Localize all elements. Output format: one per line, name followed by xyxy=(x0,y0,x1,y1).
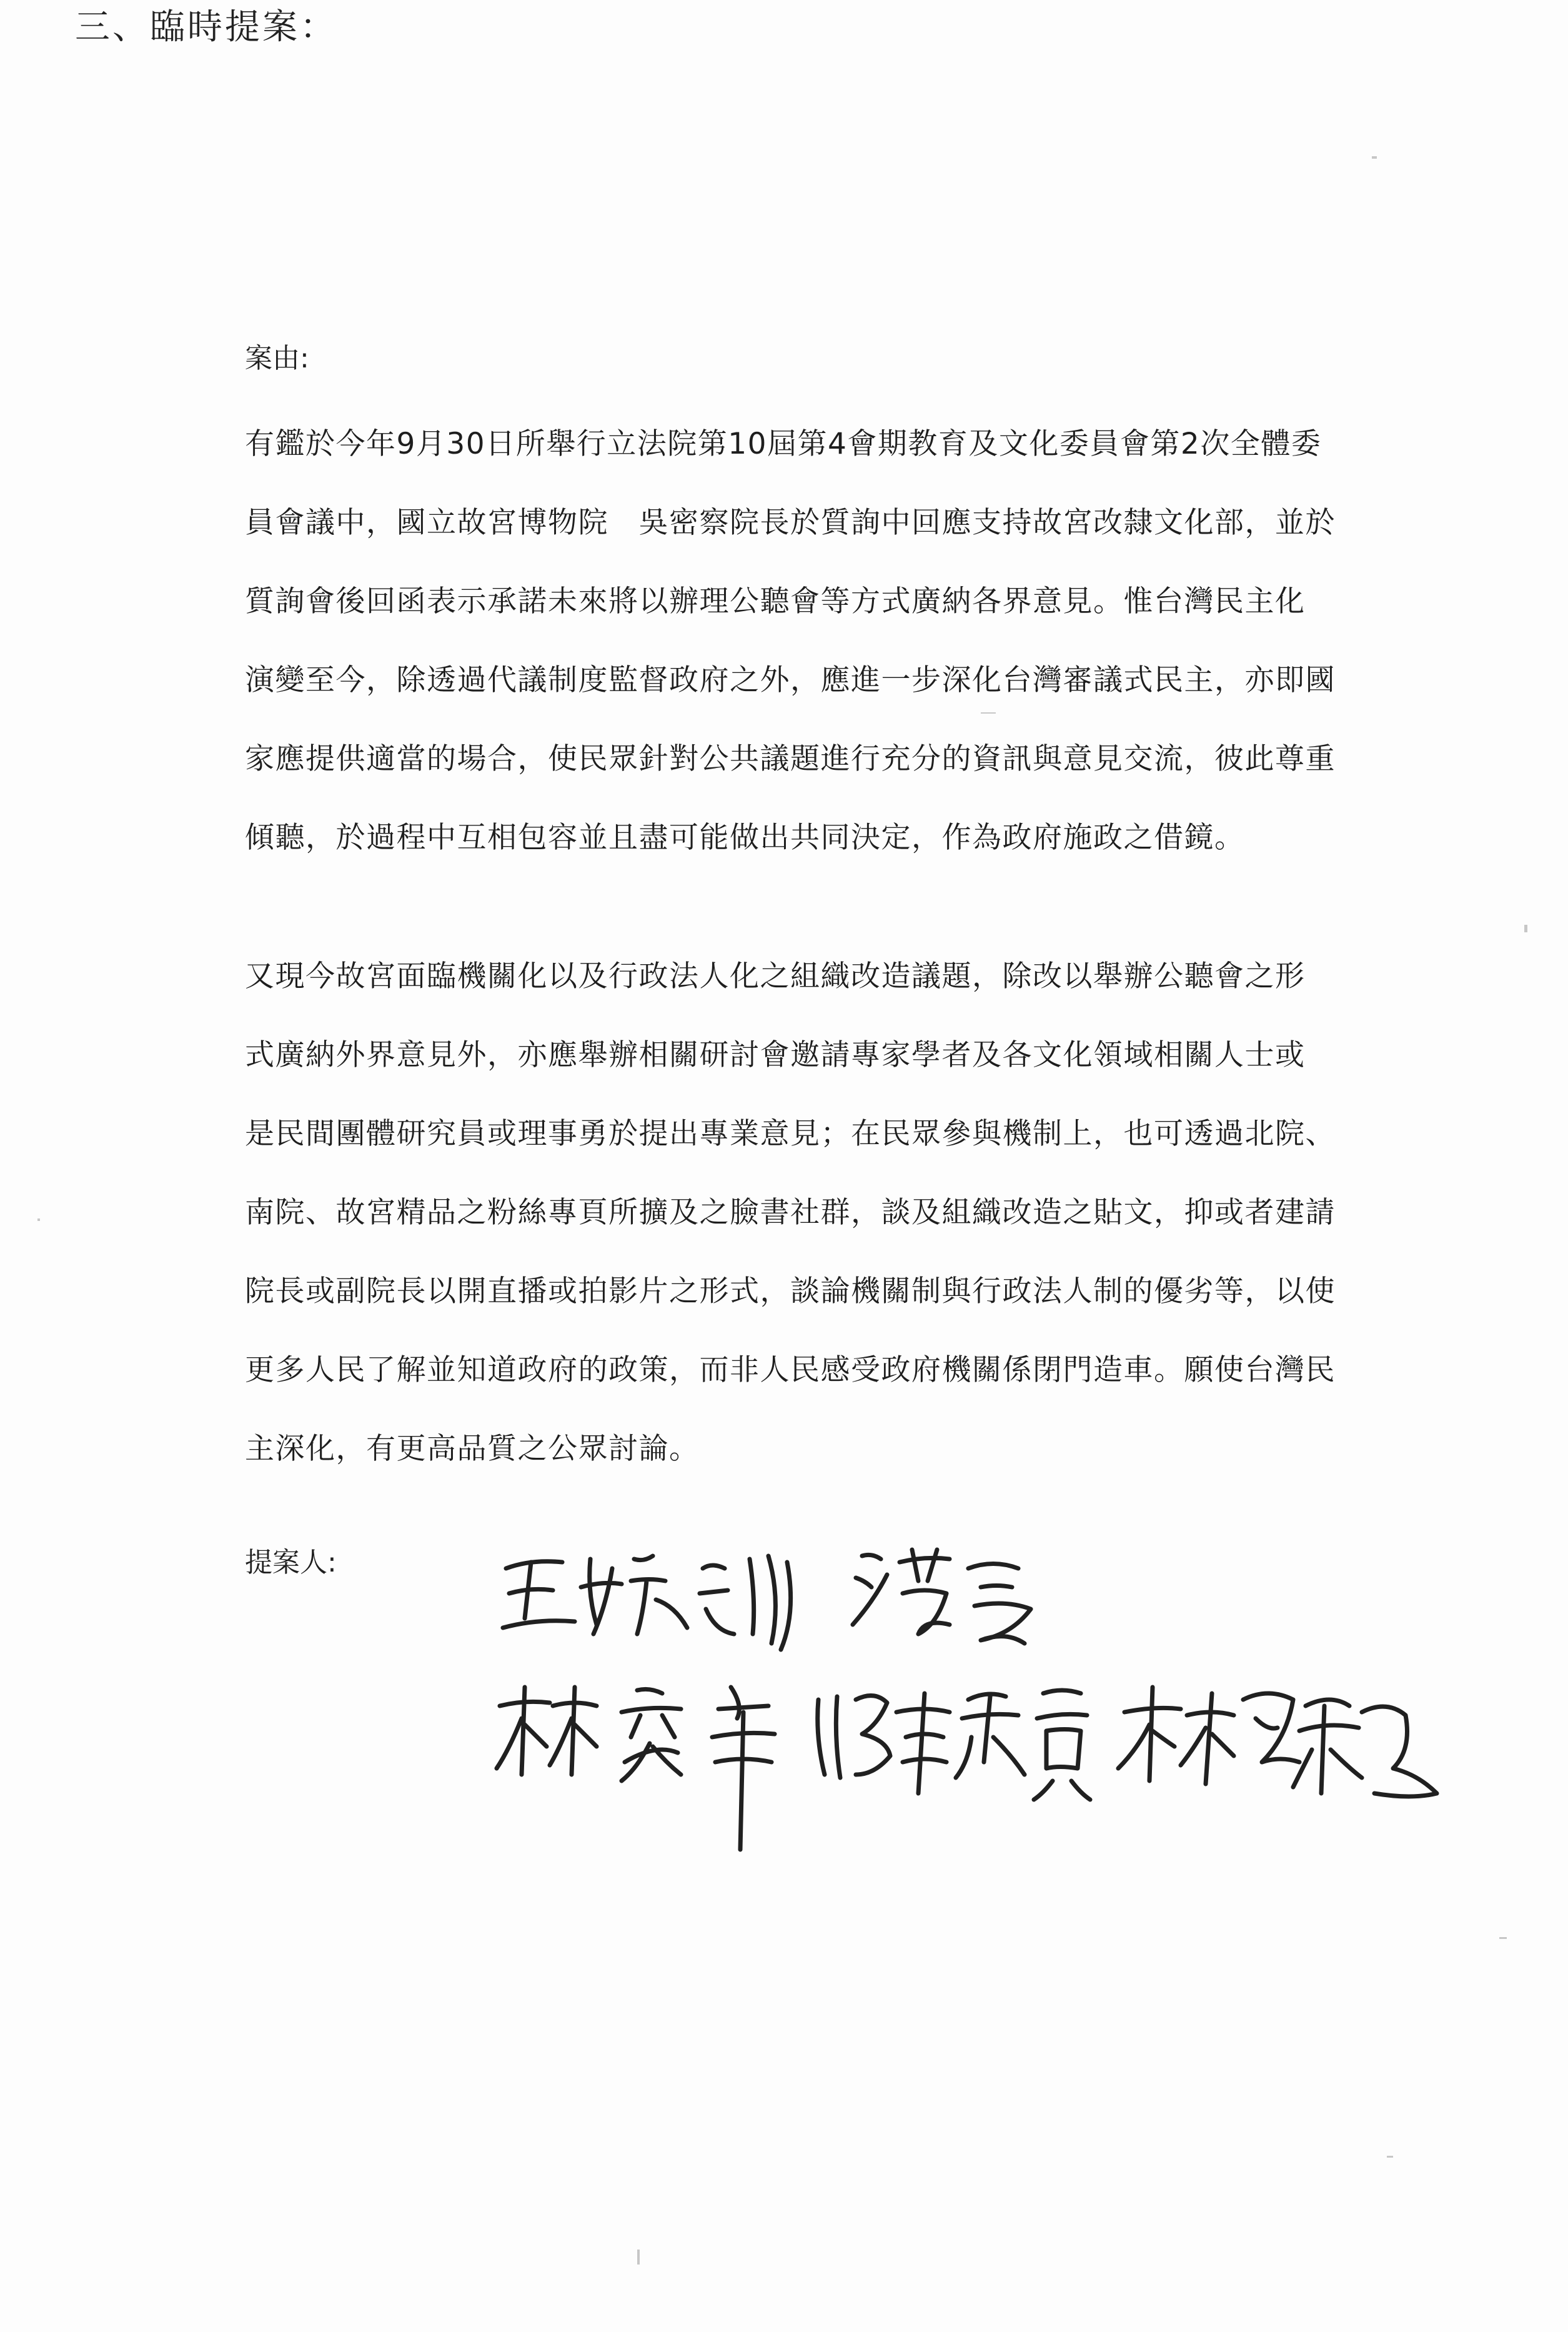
paragraph-line: 更多人民了解並知道政府的政策，而非人民感受政府機關係閉門造車。願使台灣民 xyxy=(245,1353,1336,1387)
signature-4 xyxy=(818,1690,1090,1800)
signature-3 xyxy=(497,1687,775,1850)
paragraph-line: 南院、故宮精品之粉絲專頁所擴及之臉書社群，談及組織改造之貼文，抑或者建請 xyxy=(245,1195,1336,1230)
reason-paragraph-1 xyxy=(245,405,1357,877)
paragraph-line: 質詢會後回函表示承諾未來將以辦理公聽會等方式廣納各界意見。惟台灣民主化 xyxy=(245,584,1306,619)
reason-paragraph-2 xyxy=(245,937,1357,1488)
paragraph-line: 傾聽，於過程中互相包容並且盡可能做出共同決定，作為政府施政之借鏡。 xyxy=(245,820,1245,855)
scan-speck xyxy=(1499,1937,1507,1939)
scan-speck xyxy=(37,1218,40,1221)
signature-1 xyxy=(503,1556,791,1650)
proposer-label: 提案人: xyxy=(245,1547,337,1578)
signature-5 xyxy=(1118,1687,1437,1796)
signature-2 xyxy=(853,1550,1031,1643)
scan-speck xyxy=(1524,925,1527,932)
paragraph-line: 有鑑於今年9月30日所舉行立法院第10屆第4會期教育及文化委員會第2次全體委 xyxy=(245,427,1322,461)
scan-speck xyxy=(637,2250,640,2265)
paragraph-line: 又現今故宮面臨機關化以及行政法人化之組織改造議題，除改以舉辦公聽會之形 xyxy=(245,959,1306,994)
paragraph-line: 家應提供適當的場合，使民眾針對公共議題進行充分的資訊與意見交流，彼此尊重 xyxy=(245,742,1336,776)
scan-speck xyxy=(981,712,996,714)
handwritten-signatures xyxy=(487,1500,1462,1887)
paragraph-line: 主深化，有更高品質之公眾討論。 xyxy=(245,1432,700,1466)
paragraph-line: 院長或副院長以開直播或拍影片之形式，談論機關制與行政法人制的優劣等，以使 xyxy=(245,1274,1336,1308)
section-heading: 三、臨時提案： xyxy=(75,7,337,47)
scan-speck xyxy=(1372,156,1377,159)
scan-speck xyxy=(1387,2156,1393,2158)
paragraph-line: 式廣納外界意見外，亦應舉辦相關研討會邀請專家學者及各文化領域相關人士或 xyxy=(245,1038,1306,1072)
reason-label: 案由: xyxy=(245,342,309,374)
paragraph-line: 是民間團體研究員或理事勇於提出專業意見；在民眾參與機制上，也可透過北院、 xyxy=(245,1117,1336,1151)
paragraph-line: 演變至今，除透過代議制度監督政府之外，應進一步深化台灣審議式民主，亦即國 xyxy=(245,663,1336,697)
signature-drawing xyxy=(487,1500,1462,1887)
paragraph-line: 員會議中，國立故宮博物院 吳密察院長於質詢中回應支持故宮改隸文化部，並於 xyxy=(245,506,1336,540)
